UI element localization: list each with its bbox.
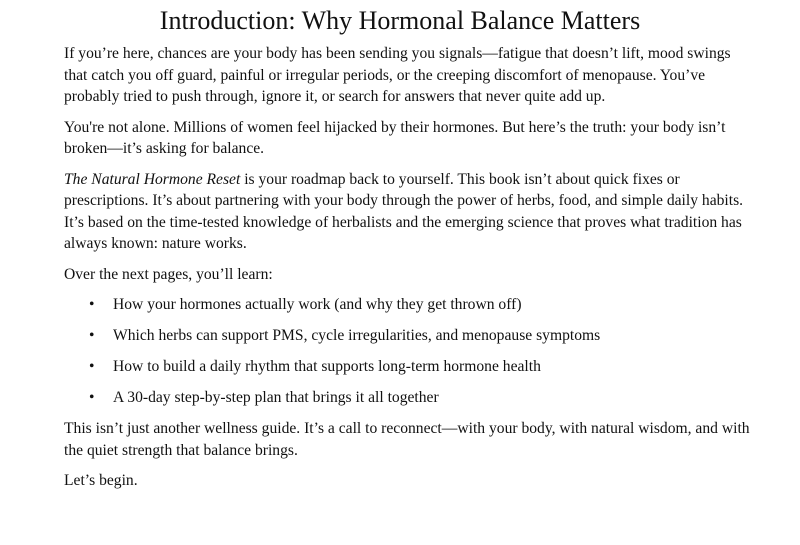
list-item: • A 30-day step-by-step plan that brings it all together xyxy=(113,387,754,409)
paragraph-learn-intro: Over the next pages, you’ll learn: xyxy=(64,265,273,283)
paragraph-reconnect: This isn’t just another wellness guide. It’s a call to reconnect—with your body, with natural wisdom, and with the quiet strength that balance brings. xyxy=(64,420,750,459)
list-item: • How to build a daily rhythm that supports long-term hormone health xyxy=(113,356,754,378)
paragraph-intro: If you’re here, chances are your body has been sending you signals—fatigue that doesn’t lift, mood swings that catch you off guard, painful or irregular periods, or the creeping discomfort of menopause. You’ve probably tried to push through, ignore it, or search for answers that never quite add up. xyxy=(64,45,731,105)
document-body xyxy=(64,43,754,501)
paragraph-begin: Let’s begin. xyxy=(64,472,138,489)
paragraph-roadmap-text: is your roadmap back to yourself. This book isn’t about quick fixes or prescriptions. It’s about partnering with your body through the power of herbs, food, and simple daily habits. It’s based on the time-tested knowledge of herbalists and the emerging science that proves what tradition has always known: nature works. xyxy=(64,170,744,252)
paragraph-not-alone: You're not alone. Millions of women feel hijacked by their hormones. But here’s the truth: your body isn’t broken—it’s asking for balance. xyxy=(64,118,726,157)
learning-list xyxy=(64,294,754,409)
list-item: • Which herbs can support PMS, cycle irregularities, and menopause symptoms xyxy=(113,325,754,347)
list-item: • How your hormones actually work (and why they get thrown off) xyxy=(113,294,754,316)
book-title: The Natural Hormone Reset xyxy=(64,170,241,188)
page-title: Introduction: Why Hormonal Balance Matters xyxy=(159,6,641,35)
paragraph-roadmap xyxy=(64,169,754,255)
